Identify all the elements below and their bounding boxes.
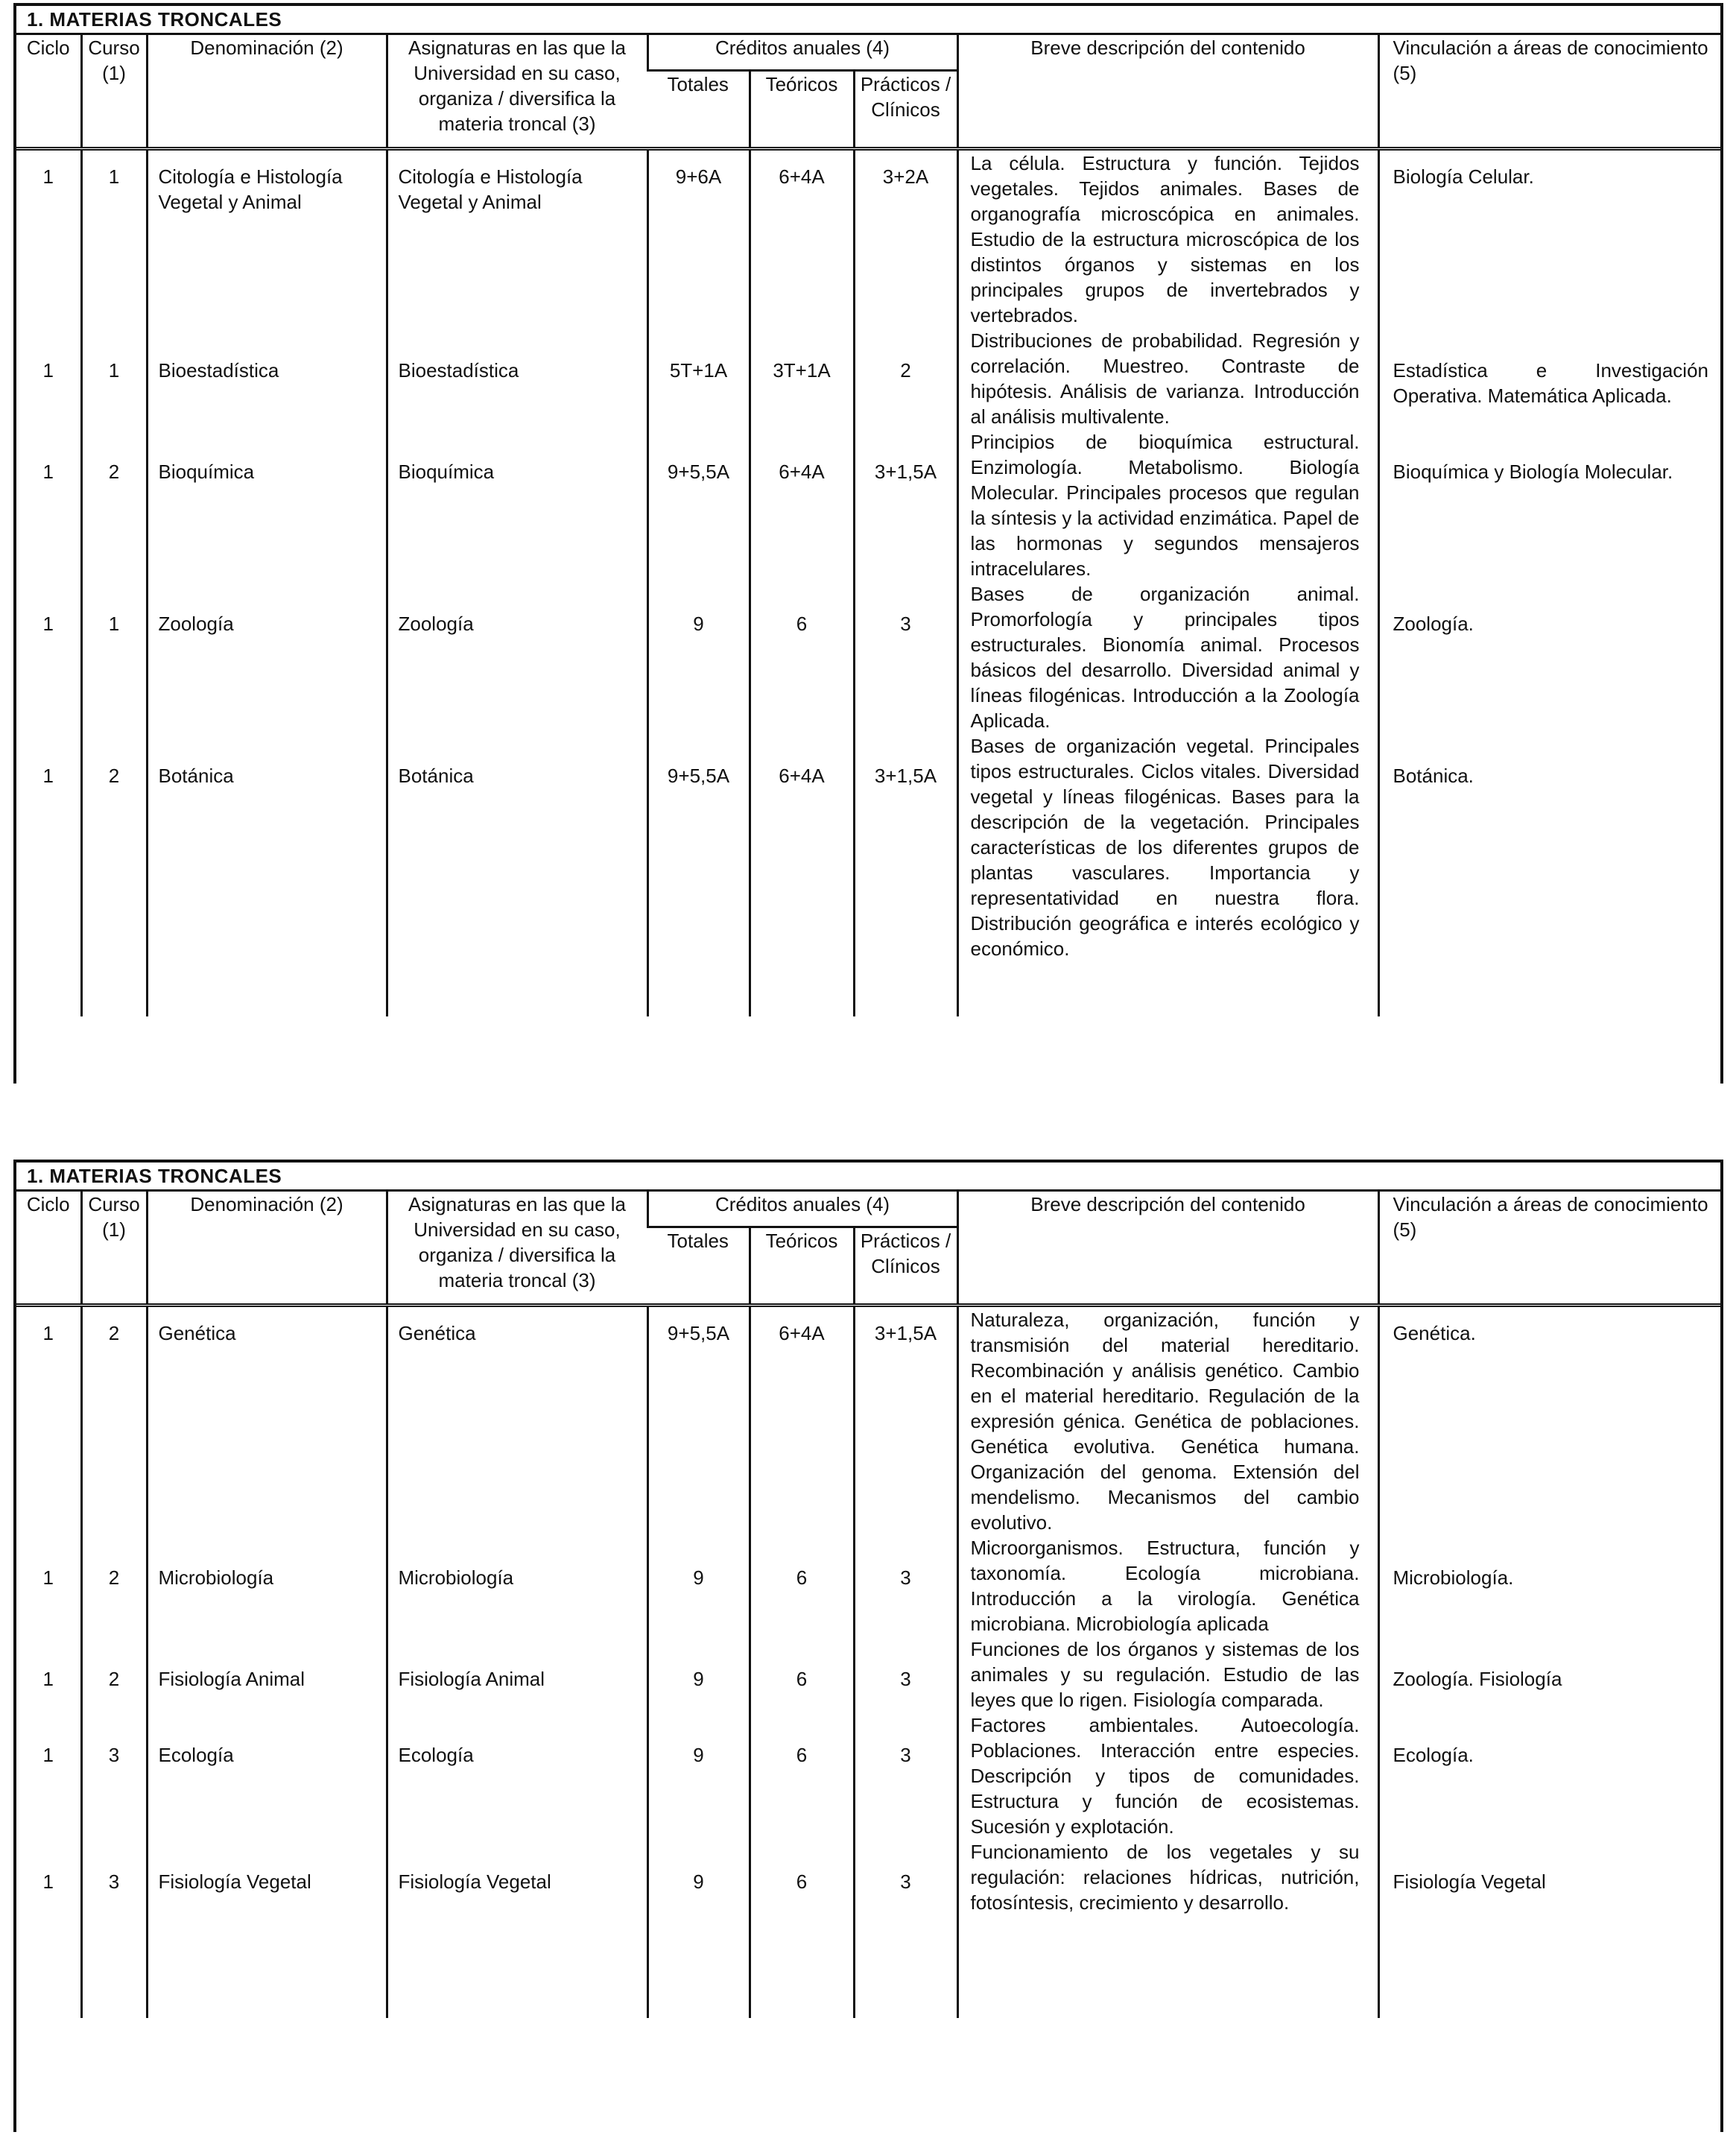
cell-practicos: 2 xyxy=(854,328,957,429)
table-row xyxy=(16,1636,1722,1712)
cell-practicos: 3 xyxy=(854,1839,957,2018)
cell-asignatura: Botánica xyxy=(387,733,647,1016)
cell-denominacion: Botánica xyxy=(147,733,387,1016)
cell-totales: 5T+1A xyxy=(647,328,750,429)
cell-curso: 2 xyxy=(81,1307,147,1535)
header-creditos: Créditos anuales (4) xyxy=(647,35,957,71)
header-practicos: Prácticos / Clínicos xyxy=(854,1227,957,1304)
header-denominacion: Denominación (2) xyxy=(147,1192,387,1303)
cell-asignatura: Fisiología Animal xyxy=(387,1636,647,1712)
cell-practicos: 3+1,5A xyxy=(854,733,957,1016)
cell-curso: 1 xyxy=(81,581,147,733)
cell-denominacion: Zoología xyxy=(147,581,387,733)
table-materias-troncales-2 xyxy=(13,1160,1723,2132)
table-header xyxy=(16,1192,1722,1303)
header-vinculacion: Vinculación a áreas de conocimiento (5) xyxy=(1378,35,1722,147)
cell-curso: 1 xyxy=(81,151,147,328)
header-ciclo: Ciclo xyxy=(26,1193,70,1215)
header-totales: Totales xyxy=(667,73,729,95)
cell-denominacion: Microbiología xyxy=(147,1535,387,1636)
cell-practicos: 3+1,5A xyxy=(854,429,957,581)
cell-curso: 2 xyxy=(81,1535,147,1636)
cell-practicos: 3 xyxy=(854,581,957,733)
cell-area: Bioquímica y Biología Molecular. xyxy=(1378,429,1722,581)
header-curso: Curso (1) xyxy=(81,35,147,147)
cell-area: Ecología. xyxy=(1378,1712,1722,1839)
cell-descripcion: Factores ambientales. Autoecología. Poblaciones. Interacción entre especies. Descripción y tipos de comunidades. Estructura y función de ecosistemas. Sucesión y explotación. xyxy=(957,1712,1378,1839)
cell-denominacion: Ecología xyxy=(147,1712,387,1839)
cell-asignatura: Bioquímica xyxy=(387,429,647,581)
cell-asignatura: Zoología xyxy=(387,581,647,733)
cell-practicos: 3 xyxy=(854,1535,957,1636)
cell-practicos: 3 xyxy=(854,1712,957,1839)
cell-area: Zoología. xyxy=(1378,581,1722,733)
cell-descripcion: Microorganismos. Estructura, función y taxonomía. Ecología microbiana. Introducción a la virología. Genética microbiana. Microbiología aplicada xyxy=(957,1535,1378,1636)
header-asignaturas: Asignaturas en las que la Universidad en su caso, organiza / diversifica la materia troncal (3) xyxy=(387,1192,647,1303)
cell-totales: 9 xyxy=(647,1535,750,1636)
cell-descripcion: Funcionamiento de los vegetales y su regulación: relaciones hídricas, nutrición, fotosíntesis, crecimiento y desarrollo. xyxy=(957,1839,1378,2018)
table-body-2 xyxy=(16,1307,1722,2018)
table-body-1 xyxy=(16,151,1722,1016)
cell-denominacion: Bioquímica xyxy=(147,429,387,581)
cell-teoricos: 6+4A xyxy=(750,429,854,581)
cell-ciclo: 1 xyxy=(42,359,54,382)
cell-denominacion: Fisiología Animal xyxy=(147,1636,387,1712)
cell-teoricos: 6 xyxy=(750,1636,854,1712)
cell-practicos: 3+1,5A xyxy=(854,1307,957,1535)
header-teoricos: Teóricos xyxy=(750,71,854,148)
cell-ciclo: 1 xyxy=(42,1322,54,1344)
cell-area: Estadística e Investigación Operativa. Matemática Aplicada. xyxy=(1378,328,1722,429)
header-teoricos: Teóricos xyxy=(750,1227,854,1304)
cell-asignatura: Genética xyxy=(387,1307,647,1535)
cell-asignatura: Microbiología xyxy=(387,1535,647,1636)
cell-teoricos: 3T+1A xyxy=(750,328,854,429)
header-denominacion: Denominación (2) xyxy=(147,35,387,147)
cell-curso: 3 xyxy=(81,1712,147,1839)
cell-teoricos: 6 xyxy=(750,1712,854,1839)
cell-denominacion: Bioestadística xyxy=(147,328,387,429)
cell-area: Biología Celular. xyxy=(1378,151,1722,328)
cell-practicos: 3+2A xyxy=(854,151,957,328)
table-title: 1. MATERIAS TRONCALES xyxy=(16,6,1720,35)
cell-area: Microbiología. xyxy=(1378,1535,1722,1636)
cell-area: Botánica. xyxy=(1378,733,1722,1016)
cell-descripcion: La célula. Estructura y función. Tejidos vegetales. Tejidos animales. Bases de organografía microscópica en animales. Estudio de la estructura microscópica de los distintos órganos y sistemas en los principales grupos de invertebrados y vertebrados. xyxy=(957,151,1378,328)
cell-curso: 1 xyxy=(81,328,147,429)
cell-asignatura: Bioestadística xyxy=(387,328,647,429)
cell-totales: 9+5,5A xyxy=(647,1307,750,1535)
cell-ciclo: 1 xyxy=(42,1870,54,1893)
header-practicos: Prácticos / Clínicos xyxy=(854,71,957,148)
cell-teoricos: 6 xyxy=(750,581,854,733)
cell-curso: 3 xyxy=(81,1839,147,2018)
cell-asignatura: Ecología xyxy=(387,1712,647,1839)
cell-denominacion: Citología e Histología Vegetal y Animal xyxy=(147,151,387,328)
cell-descripcion: Distribuciones de probabilidad. Regresión y correlación. Muestreo. Contraste de hipótesis. Análisis de varianza. Introducción al análisis multivalente. xyxy=(957,328,1378,429)
cell-descripcion: Principios de bioquímica estructural. Enzimología. Metabolismo. Biología Molecular. Principales procesos que regulan la síntesis y la actividad enzimática. Papel de las hormonas y segundos mensajeros intracelulares. xyxy=(957,429,1378,581)
cell-totales: 9 xyxy=(647,1839,750,2018)
header-ciclo: Ciclo xyxy=(26,37,70,59)
table-row xyxy=(16,1712,1722,1839)
cell-teoricos: 6+4A xyxy=(750,733,854,1016)
cell-descripcion: Funciones de los órganos y sistemas de los animales y su regulación. Estudio de las leyes que lo rigen. Fisiología comparada. xyxy=(957,1636,1378,1712)
cell-ciclo: 1 xyxy=(42,613,54,635)
cell-ciclo: 1 xyxy=(42,1668,54,1690)
cell-practicos: 3 xyxy=(854,1636,957,1712)
cell-teoricos: 6 xyxy=(750,1535,854,1636)
cell-ciclo: 1 xyxy=(42,1566,54,1589)
table-header xyxy=(16,35,1722,147)
cell-ciclo: 1 xyxy=(42,165,54,188)
cell-totales: 9 xyxy=(647,581,750,733)
cell-teoricos: 6+4A xyxy=(750,1307,854,1535)
table-row xyxy=(16,1839,1722,2018)
cell-descripcion: Bases de organización animal. Promorfología y principales tipos estructurales. Bionomía animal. Procesos básicos del desarrollo. Diversidad animal y líneas filogénicas. Introducción a la Zoología Aplicada. xyxy=(957,581,1378,733)
table-row xyxy=(16,1307,1722,1535)
cell-totales: 9+5,5A xyxy=(647,429,750,581)
cell-asignatura: Fisiología Vegetal xyxy=(387,1839,647,2018)
header-asignaturas: Asignaturas en las que la Universidad en su caso, organiza / diversifica la materia troncal (3) xyxy=(387,35,647,147)
header-descripcion: Breve descripción del contenido xyxy=(957,35,1378,147)
table-title: 1. MATERIAS TRONCALES xyxy=(16,1163,1720,1192)
header-creditos: Créditos anuales (4) xyxy=(647,1192,957,1227)
cell-curso: 2 xyxy=(81,733,147,1016)
cell-descripcion: Naturaleza, organización, función y transmisión del material hereditario. Recombinación y análisis genético. Cambio en el material hereditario. Regulación de la expresión génica. Genética de poblaciones. Genética evolutiva. Genética humana. Organización del genoma. Extensión del mendelismo. Mecanismos del cambio evolutivo. xyxy=(957,1307,1378,1535)
cell-area: Zoología. Fisiología xyxy=(1378,1636,1722,1712)
header-vinculacion: Vinculación a áreas de conocimiento (5) xyxy=(1378,1192,1722,1303)
table-row xyxy=(16,151,1722,328)
cell-totales: 9+5,5A xyxy=(647,733,750,1016)
cell-descripcion: Bases de organización vegetal. Principales tipos estructurales. Ciclos vitales. Diversidad vegetal y líneas filogénicas. Bases para la descripción de la vegetación. Principales características de los diferentes grupos de plantas vasculares. Importancia y representatividad en nuestra flora. Distribución geográfica e interés ecológico y económico. xyxy=(957,733,1378,1016)
table-row xyxy=(16,328,1722,429)
header-descripcion: Breve descripción del contenido xyxy=(957,1192,1378,1303)
table-row xyxy=(16,581,1722,733)
cell-area: Genética. xyxy=(1378,1307,1722,1535)
cell-teoricos: 6 xyxy=(750,1839,854,2018)
cell-asignatura: Citología e Histología Vegetal y Animal xyxy=(387,151,647,328)
cell-ciclo: 1 xyxy=(42,1744,54,1766)
header-curso: Curso (1) xyxy=(81,1192,147,1303)
cell-teoricos: 6+4A xyxy=(750,151,854,328)
cell-denominacion: Genética xyxy=(147,1307,387,1535)
table-row xyxy=(16,429,1722,581)
cell-ciclo: 1 xyxy=(42,461,54,483)
cell-totales: 9+6A xyxy=(647,151,750,328)
cell-curso: 2 xyxy=(81,429,147,581)
table-materias-troncales-1 xyxy=(13,3,1723,1084)
table-row xyxy=(16,1535,1722,1636)
cell-denominacion: Fisiología Vegetal xyxy=(147,1839,387,2018)
cell-area: Fisiología Vegetal xyxy=(1378,1839,1722,2018)
header-totales: Totales xyxy=(667,1230,729,1252)
cell-totales: 9 xyxy=(647,1712,750,1839)
cell-totales: 9 xyxy=(647,1636,750,1712)
cell-curso: 2 xyxy=(81,1636,147,1712)
table-row xyxy=(16,733,1722,1016)
cell-ciclo: 1 xyxy=(42,765,54,787)
